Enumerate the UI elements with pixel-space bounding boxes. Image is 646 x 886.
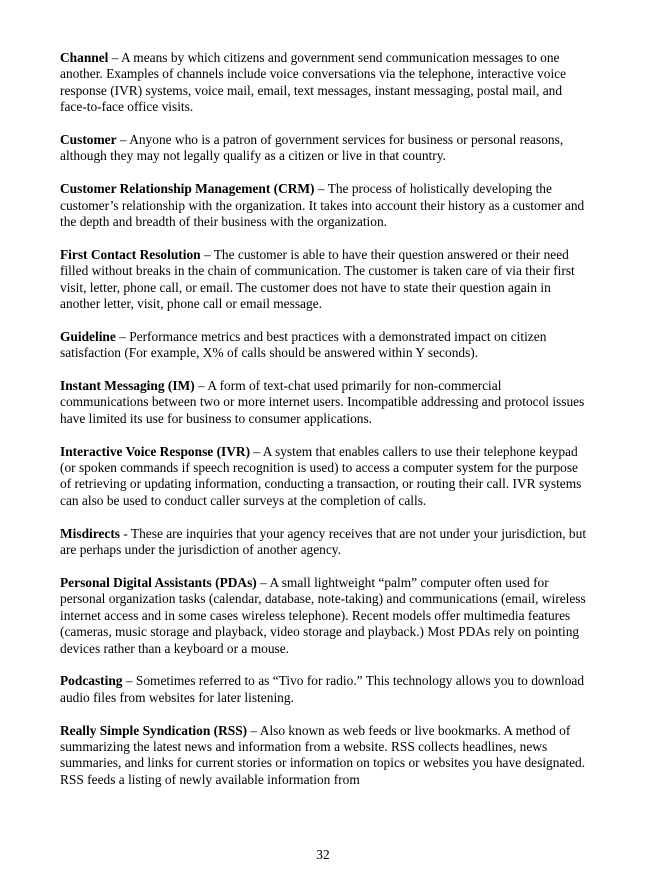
glossary-definition: A system that enables callers to use their telephone keypad (or spoken commands if speech recognition is used) to access a computer system for the purpose of retrieving or updating information, conducting a transaction, or routing their call. IVR systems can also be used to conduct caller surveys at the completion of calls. <box>60 443 582 508</box>
glossary-term: First Contact Resolution <box>60 246 201 262</box>
term-separator: – <box>194 378 208 394</box>
glossary-definition: Anyone who is a patron of government services for business or personal reasons, although they may not legally qualify as a citizen or live in that country. <box>60 132 564 164</box>
term-separator: – <box>256 574 270 590</box>
term-separator: – <box>116 132 130 148</box>
term-separator: – <box>250 443 263 459</box>
term-separator: – <box>314 181 328 197</box>
glossary-definition: A small lightweight “palm” computer often used for personal organization tasks (calendar, database, note-taking) and communications (email, wireless internet access and in some cases wireless telephone). Recent models offer multimedia features (cameras, music storage and playback, video storage and playback.) Most PDAs rely on pointing devices rather than a keyboard or a mouse. <box>60 574 586 656</box>
glossary-definition: Sometimes referred to as “Tivo for radio.” This technology allows you to download audio files from websites for later listening. <box>60 673 585 705</box>
glossary-entry-ivr <box>60 444 588 510</box>
term-separator: – <box>108 50 122 65</box>
term-separator: – <box>122 673 136 689</box>
term-separator: – <box>247 722 260 738</box>
glossary-definition: These are inquiries that your agency receives that are not under your jurisdiction, but are perhaps under the jurisdiction of another agency. <box>60 525 587 558</box>
term-separator: – <box>200 246 214 262</box>
glossary-entry-customer <box>60 132 588 165</box>
glossary-term: Really Simple Syndication (RSS) <box>60 722 248 738</box>
glossary-entry-crm <box>60 181 588 230</box>
term-separator: – <box>115 328 130 344</box>
glossary-term: Customer <box>60 132 117 148</box>
glossary-page <box>60 50 588 805</box>
glossary-term: Personal Digital Assistants (PDAs) <box>60 574 257 590</box>
glossary-term: Guideline <box>60 328 116 344</box>
glossary-entry-instant-messaging <box>60 378 588 427</box>
glossary-definition: The process of holistically developing the customer’s relationship with the organization. It takes into account their history as a customer and the depth and breadth of their business with the organization. <box>60 181 585 230</box>
glossary-term: Customer Relationship Management (CRM) <box>60 181 315 197</box>
glossary-entry-guideline <box>60 329 588 362</box>
glossary-entry-first-contact-resolution <box>60 247 588 313</box>
glossary-definition: Performance metrics and best practices with a demonstrated impact on citizen satisfaction (For example, X% of calls should be answered within Y seconds). <box>60 328 547 361</box>
glossary-entry-pdas <box>60 575 588 657</box>
glossary-definition: Also known as web feeds or live bookmarks. A method of summarizing the latest news and information from a website. RSS collects headlines, news summaries, and links for current stories or information on topics or websites you have designated. RSS feeds a listing of newly available information from <box>60 722 586 787</box>
glossary-definition: A form of text-chat used primarily for non-commercial communications between two or more internet users. Incompatible addressing and protocol issues have limited its use for business to consumer applications. <box>60 378 585 426</box>
glossary-definition: The customer is able to have their question answered or their need filled without breaks in the chain of communication. The customer is taken care of via their first visit, letter, phone call, or email. The customer does not have to state their question again in another letter, visit, phone call or email message. <box>60 246 575 312</box>
page-number: 32 <box>316 847 330 862</box>
glossary-term: Misdirects <box>60 525 120 541</box>
term-separator: - <box>120 525 131 541</box>
glossary-term: Instant Messaging (IM) <box>60 378 195 394</box>
glossary-term: Channel <box>60 50 109 65</box>
glossary-term: Interactive Voice Response (IVR) <box>60 443 251 459</box>
glossary-entry-rss <box>60 723 588 789</box>
glossary-entry-misdirects <box>60 526 588 559</box>
glossary-term: Podcasting <box>60 673 123 689</box>
glossary-entry-channel <box>60 50 588 116</box>
glossary-entry-podcasting <box>60 673 588 706</box>
glossary-definition: A means by which citizens and government send communication messages to one another. Examples of channels include voice conversations via the telephone, interactive voice response (IVR) systems, voice mail, email, text messages, instant messaging, postal mail, and face-to-face office visits. <box>60 50 567 115</box>
